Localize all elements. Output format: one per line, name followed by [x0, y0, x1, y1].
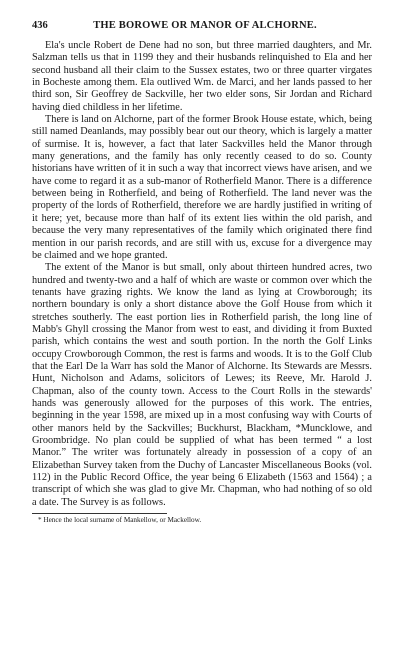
- page-number: 436: [32, 20, 48, 31]
- footnote-divider: [32, 513, 167, 514]
- book-page: [32, 20, 372, 525]
- paragraph: The extent of the Manor is but small, only about thirteen hundred acres, two hundred and twenty-two and a half of which are waste or common over which the tenants have grazing rights. We know the land as lying at Crowborough; its northern boundary is only a short distance above the Golf House from which it stretches southerly. The east portion lies in Rotherfield parish, the long line of Mabb's Ghyll crossing the Manor from west to east, and dividing it from Buxted parish, which contains the west and south portion. In the north the Golf Links occupy Crowborough Common, the rest is farms and woods. It is to the Golf Club that the Earl De la Warr has sold the Manor of Alchorne. Its Stewards are Messrs. Hunt, Nicholson and Adams, solicitors of Lewes; its Reeve, Mr. Harold J. Chapman, also of the county town. Access to the Court Rolls in the stewards' hands was generously allowed for the purposes of this work. The entries, beginning in the year 1598, are mixed up in a most confusing way with Courts of other manors held by the Sackvilles; Buckhurst, Blackham, *Muncklowe, and Groombridge. No plan could be supplied of what has been termed “ a lost Manor.” The writer was fortunately already in possession of a copy of an Elizabethan Survey taken from the Duchy of Lancaster Miscellaneous Books (vol. 112) in the Public Record Office, the year being 6 Elizabeth (1563 and 1564) ; a transcript of which she was glad to give Mr. Chapman, who had nothing of so old a date. The Survey is as follows.: [32, 262, 372, 508]
- body-text: [32, 40, 372, 509]
- paragraph: There is land on Alchorne, part of the former Brook House estate, which, being still named Deanlands, may possibly bear out our theory, which is largely a matter of surmise. It is, however, a fact that later Sackvilles held the Manor through many generations, and the family has only recently ceased to do so. County historians have written of it in such a way that incorrect views have arisen, and we have come to regard it as a sub-manor of Rotherfield Manor. There is a difference between being in Rotherfield, and being of Rotherfield. The land never was the property of the lords of Rotherfield, therefore we are hardly justified in writing of it here; yet, because more than half of its extent lies within the old parish, and because the very many representatives of the family which originated there find mention in our parish records, and are still with us, excuse for a divergence may be claimed and we hope granted.: [32, 114, 372, 261]
- paragraph: Ela's uncle Robert de Dene had no son, but three married daughters, and Mr. Salzman tells us that in 1199 they and their husbands relinquished to Ela and her second husband all their claim to the Sussex estates, two or three quarter virgates in Bocheste among them. Ela outlived Wm. de Marci, and her lands passed to her third son, Sir Geoffrey de Sackville, her two elder sons, Sir Jordan and Richard having died childless in her lifetime.: [32, 40, 372, 113]
- page-header: [32, 20, 372, 36]
- footnote: * Hence the local surname of Mankellow, or Mackellow.: [38, 516, 202, 525]
- running-title: THE BOROWE OR MANOR OF ALCHORNE.: [93, 20, 317, 31]
